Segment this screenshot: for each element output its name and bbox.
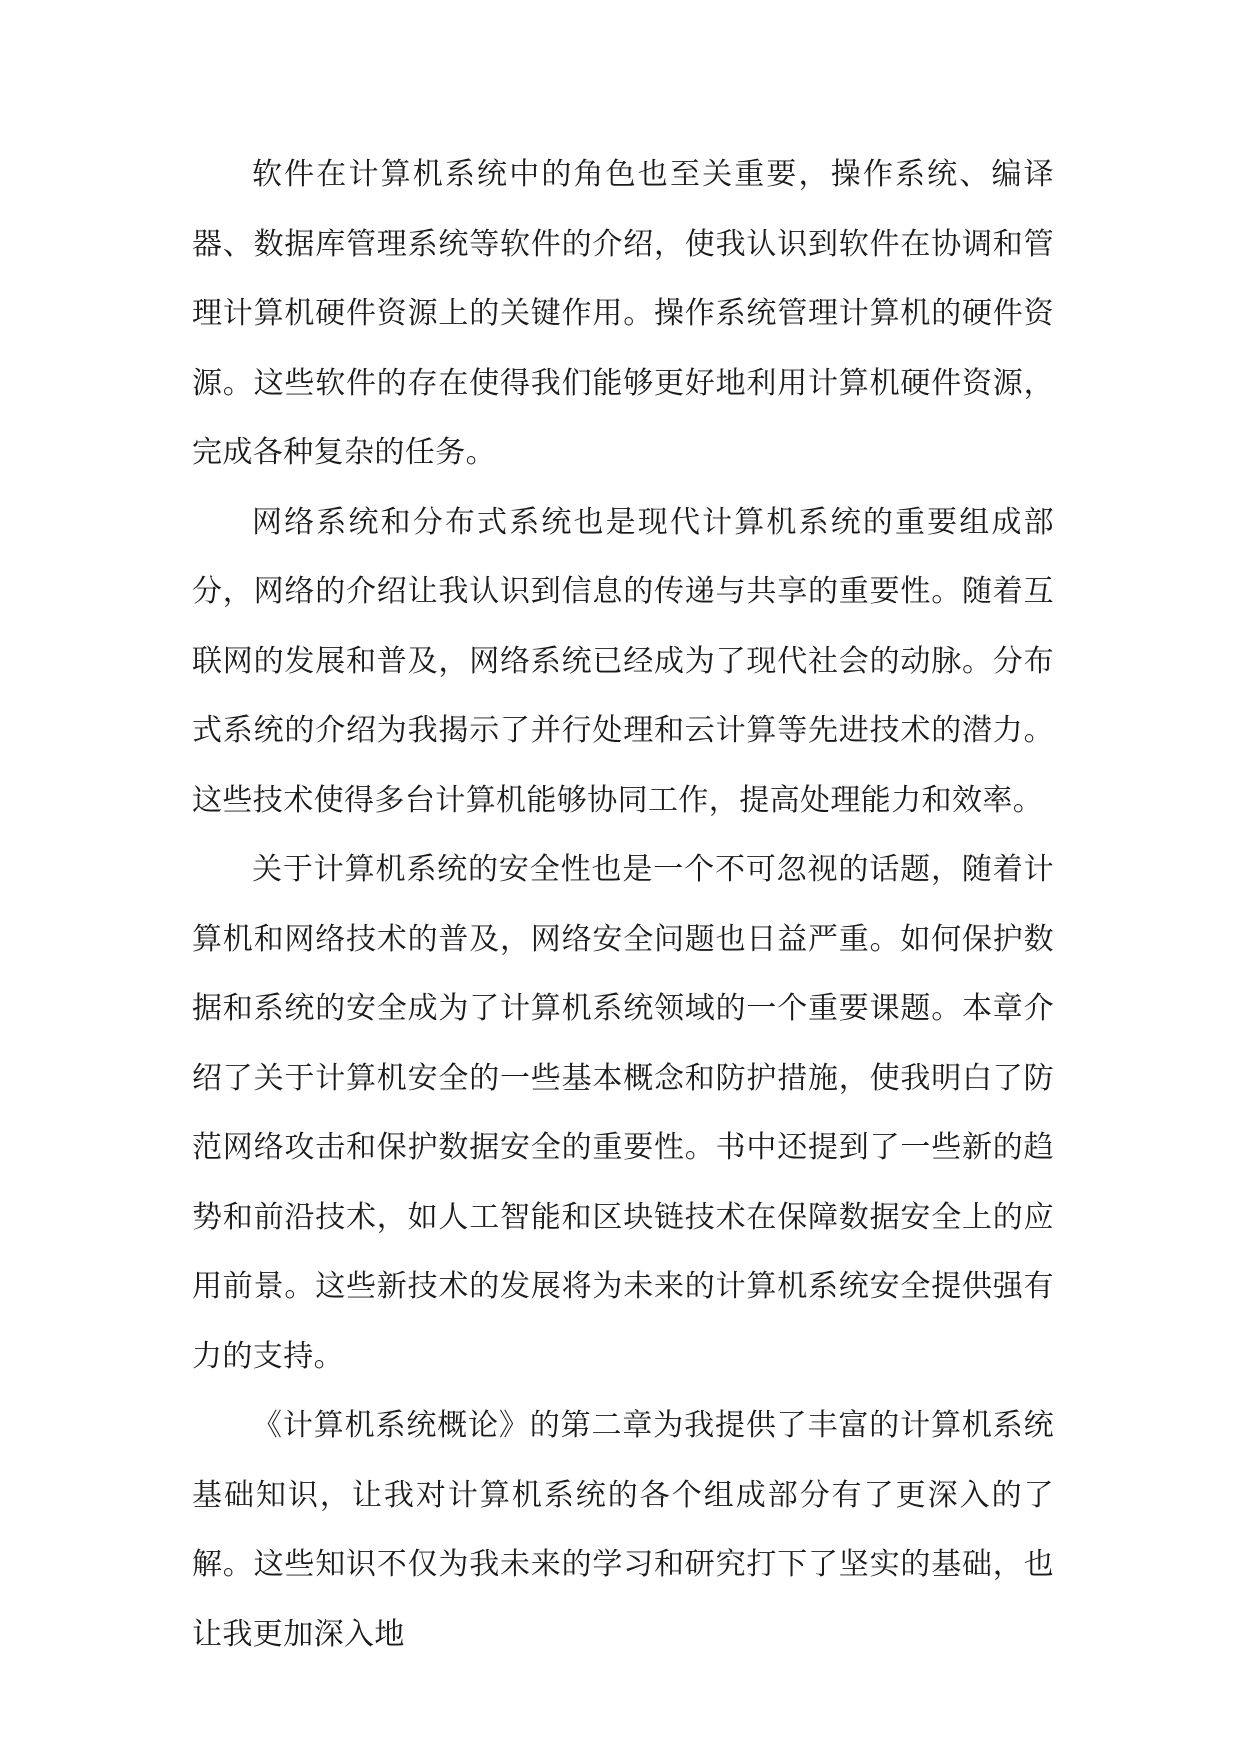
paragraph-security: 关于计算机系统的安全性也是一个不可忽视的话题，随着计算机和网络技术的普及，网络安全问题也日益严重。如何保护数据和系统的安全成为了计算机系统领域的一个重要课题。本章介绍了关于计算机安全的一些基本概念和防护措施，使我明白了防范网络攻击和保护数据安全的重要性。书中还提到了一些新的趋势和前沿技术，如人工智能和区块链技术在保障数据安全上的应用前景。这些新技术的发展将为未来的计算机系统安全提供强有力的支持。 [192,852,1054,1374]
paragraph-software-role: 软件在计算机系统中的角色也至关重要，操作系统、编译器、数据库管理系统等软件的介绍，使我认识到软件在协调和管理计算机硬件资源上的关键作用。操作系统管理计算机的硬件资源。这些软件的存在使得我们能够更好地利用计算机硬件资源，完成各种复杂的任务。 [192,157,1054,470]
paragraph-network-systems: 网络系统和分布式系统也是现代计算机系统的重要组成部分，网络的介绍让我认识到信息的传递与共享的重要性。随着互联网的发展和普及，网络系统已经成为了现代社会的动脉。分布式系统的介绍为我揭示了并行处理和云计算等先进技术的潜力。这些技术使得多台计算机能够协同工作，提高处理能力和效率。 [192,504,1054,818]
document-body [192,140,1054,1669]
paragraph-summary: 《计算机系统概论》的第二章为我提供了丰富的计算机系统基础知识，让我对计算机系统的各个组成部分有了更深入的了解。这些知识不仅为我未来的学习和研究打下了坚实的基础，也让我更加深入地 [192,1408,1054,1652]
